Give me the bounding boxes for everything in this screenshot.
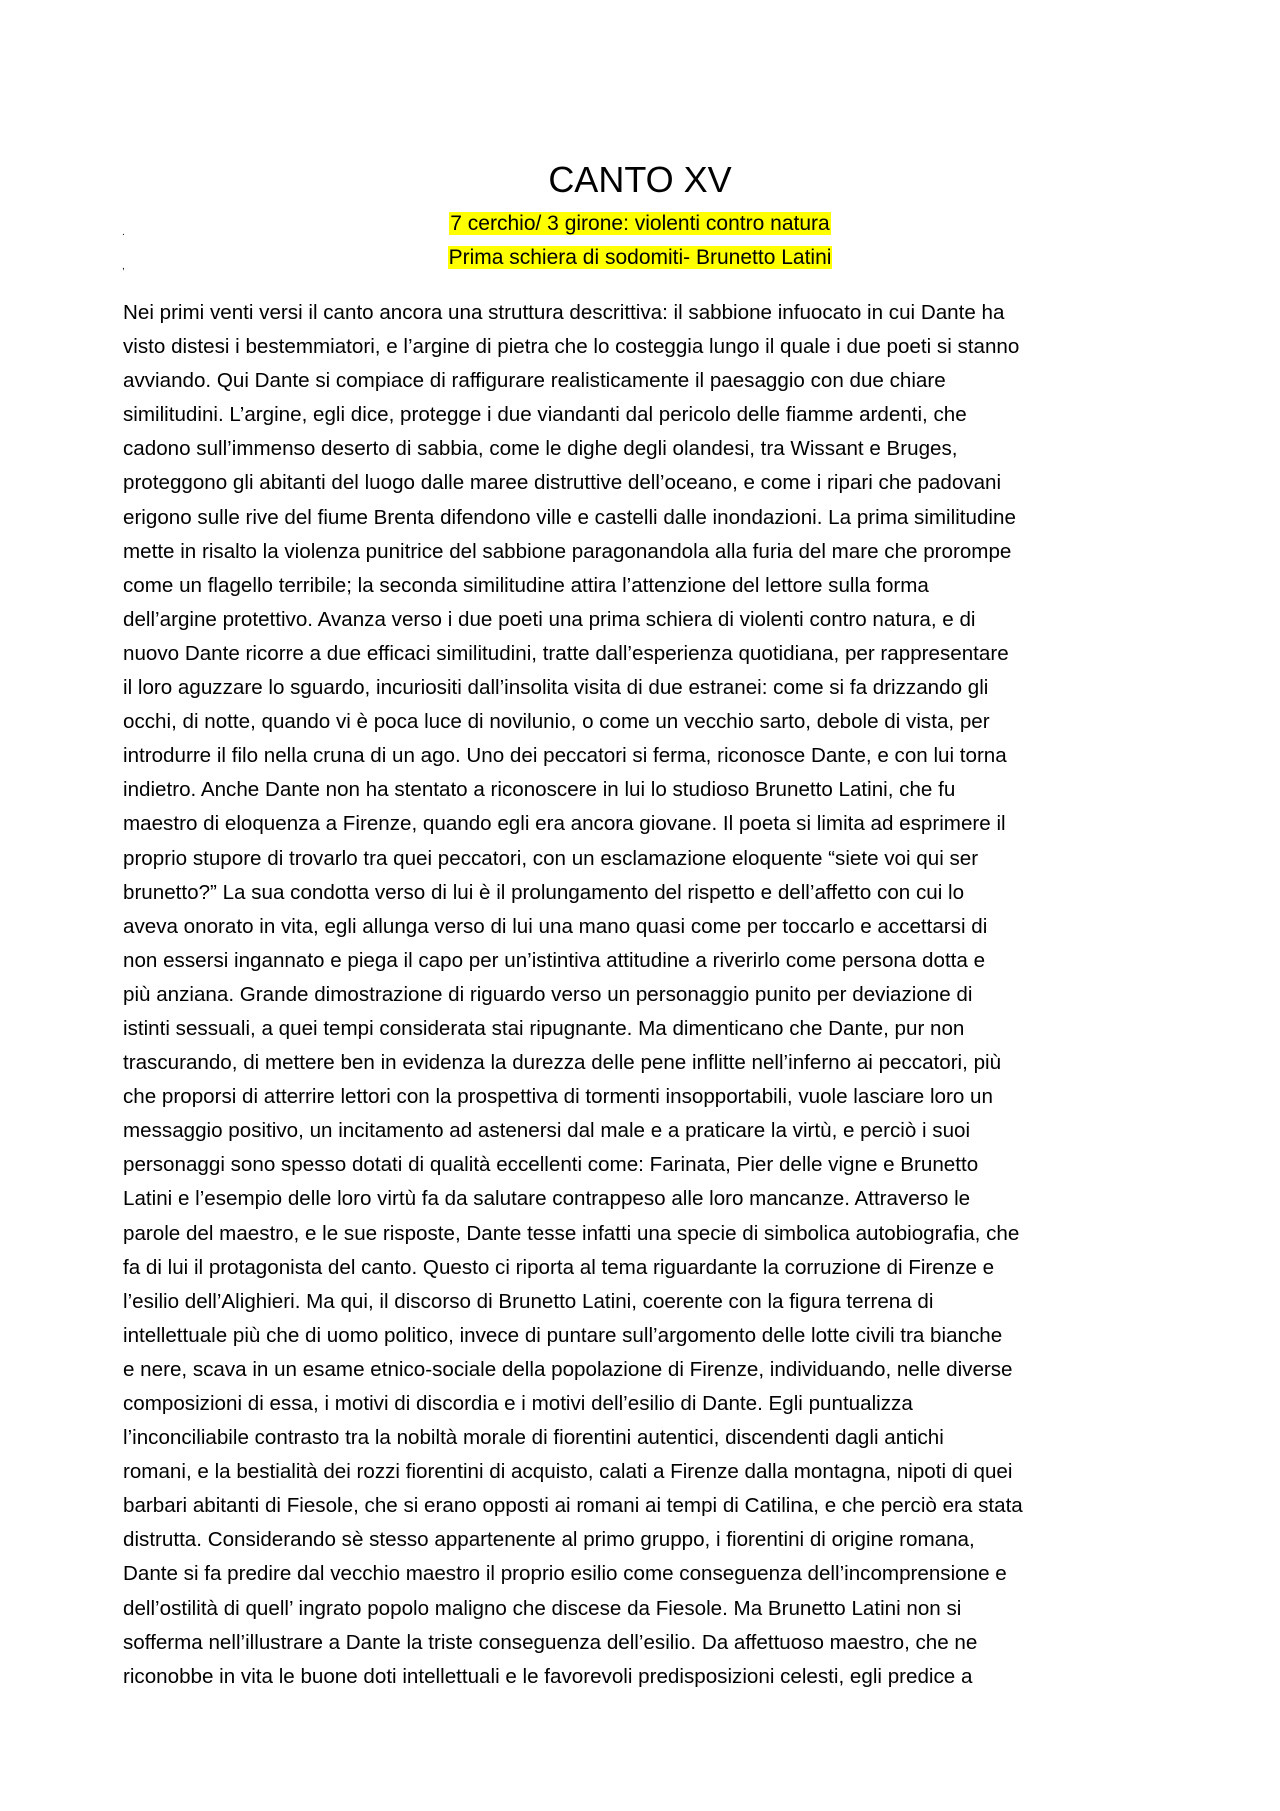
list-marker: .	[122, 227, 125, 238]
text-line: introdurre il filo nella cruna di un ago. Uno dei peccatori si ferma, riconosce Dante, e con lui torna	[123, 744, 1007, 768]
text-line: Latini e l’esempio delle loro virtù fa da salutare contrappeso alle loro mancanze. Attraverso le	[123, 1187, 971, 1211]
text-line: proprio stupore di trovarlo tra quei peccatori, con un esclamazione eloquente “siete voi qui ser	[123, 846, 979, 870]
text-line: fa di lui il protagonista del canto. Questo ci riporta al tema riguardante la corruzione di Firenze e	[123, 1255, 995, 1279]
text-line: intellettuale più che di uomo politico, invece di puntare sull’argomento delle lotte civili tra bianche	[123, 1323, 1003, 1347]
text-line: personaggi sono spesso dotati di qualità eccellenti come: Farinata, Pier delle vigne e Brunetto	[123, 1153, 979, 1177]
text-line: aveva onorato in vita, egli allunga verso di lui una mano quasi come per toccarlo e accettarsi di	[123, 914, 988, 938]
text-line: cadono sull’immenso deserto di sabbia, come le dighe degli olandesi, tra Wissant e Bruges,	[123, 437, 958, 461]
text-line: l’inconciliabile contrasto tra la nobiltà morale di fiorentini autentici, discendenti dagli antichi	[123, 1426, 944, 1450]
text-line: parole del maestro, e le sue risposte, Dante tesse infatti una specie di simbolica autobiografia, che	[123, 1221, 1020, 1245]
text-line: e nere, scava in un esame etnico-sociale della popolazione di Firenze, individuando, nelle diverse	[123, 1357, 1013, 1381]
text-line: dell’ostilità di quell’ ingrato popolo maligno che discese da Fiesole. Ma Brunetto Latini non si	[123, 1596, 962, 1620]
page-title: CANTO XV	[548, 159, 732, 200]
text-line: che proporsi di atterrire lettori con la prospettiva di tormenti insopportabili, vuole lasciare loro un	[123, 1085, 993, 1109]
text-line: più anziana. Grande dimostrazione di riguardo verso un personaggio punito per deviazione di	[123, 982, 973, 1006]
text-line: come un flagello terribile; la seconda similitudine attira l’attenzione del lettore sulla forma	[123, 573, 929, 597]
text-line: il loro aguzzare lo sguardo, incuriositi dall’insolita visita di due estranei: come si fa drizzando gli	[123, 676, 989, 700]
text-line: indietro. Anche Dante non ha stentato a riconoscere in lui lo studioso Brunetto Latini, che fu	[123, 778, 956, 802]
text-line: dell’argine protettivo. Avanza verso i due poeti una prima schiera di violenti contro natura, e di	[123, 607, 976, 631]
text-line: avviando. Qui Dante si compiace di raffigurare realisticamente il paesaggio con due chiare	[123, 369, 946, 393]
text-line: sofferma nell’illustrare a Dante la triste conseguenza dell’esilio. Da affettuoso maestro, che ne	[123, 1630, 978, 1654]
text-line: istinti sessuali, a quei tempi considerata stai ripugnante. Ma dimenticano che Dante, pur non	[123, 1016, 965, 1040]
text-line: brunetto?” La sua condotta verso di lui è il prolungamento del rispetto e dell’affetto con cui lo	[123, 880, 965, 904]
highlighted-subtitle: 7 cerchio/ 3 girone: violenti contro natura	[450, 212, 830, 235]
text-line: barbari abitanti di Fiesole, che si erano opposti ai romani ai tempi di Catilina, e che perciò era stata	[123, 1494, 1023, 1518]
text-line: trascurando, di mettere ben in evidenza la durezza delle pene inflitte nell’inferno ai peccatori, più	[123, 1051, 1002, 1075]
text-line: messaggio positivo, un incitamento ad astenersi dal male e a praticare la virtù, e perciò i suoi	[123, 1119, 971, 1143]
text-line: proteggono gli abitanti del luogo dalle maree distruttive dell’oceano, e come i ripari che padovani	[123, 471, 1002, 495]
text-line: visto distesi i bestemmiatori, e l’argine di pietra che lo costeggia lungo il quale i due poeti si stanno	[123, 335, 1020, 359]
text-line: mette in risalto la violenza punitrice del sabbione paragonandola alla furia del mare che prorompe	[123, 539, 1012, 563]
text-line: distrutta. Considerando sè stesso appartenente al primo gruppo, i fiorentini di origine romana,	[123, 1528, 975, 1552]
subtitle-group	[0, 243, 1280, 273]
text-line: Dante si fa predire dal vecchio maestro il proprio esilio come conseguenza dell’incomprensione e	[123, 1562, 1007, 1586]
text-line: occhi, di notte, quando vi è poca luce di novilunio, o come un vecchio sarto, debole di vista, per	[123, 710, 990, 734]
subtitle-circle	[0, 209, 1280, 239]
highlighted-subtitle: Prima schiera di sodomiti- Brunetto Latini	[448, 246, 832, 269]
text-line: l’esilio dell’Alighieri. Ma qui, il discorso di Brunetto Latini, coerente con la figura terrena di	[123, 1289, 934, 1313]
text-line: riconobbe in vita le buone doti intellettuali e le favorevoli predisposizioni celesti, egli predice a	[123, 1664, 973, 1688]
body-paragraph	[123, 296, 1183, 1694]
text-line: similitudini. L’argine, egli dice, protegge i due viandanti dal pericolo delle fiamme ardenti, che	[123, 403, 967, 427]
list-marker: ,	[122, 261, 125, 272]
text-line: erigono sulle rive del fiume Brenta difendono ville e castelli dalle inondazioni. La prima similitudine	[123, 505, 1016, 529]
text-line: nuovo Dante ricorre a due efficaci similitudini, tratte dall’esperienza quotidiana, per rappresentare	[123, 641, 1009, 665]
text-line: Nei primi venti versi il canto ancora una struttura descrittiva: il sabbione infuocato in cui Dante ha	[123, 301, 1005, 324]
text-line: composizioni di essa, i motivi di discordia e i motivi dell’esilio di Dante. Egli puntualizza	[123, 1392, 913, 1415]
text-line: maestro di eloquenza a Firenze, quando egli era ancora giovane. Il poeta si limita ad esprimere il	[123, 812, 1006, 836]
text-line: romani, e la bestialità dei rozzi fiorentini di acquisto, calati a Firenze dalla montagna, nipoti di quei	[123, 1460, 1013, 1484]
text-line: non essersi ingannato e piega il capo per un’istintiva attitudine a riverirlo come persona dotta e	[123, 948, 986, 972]
